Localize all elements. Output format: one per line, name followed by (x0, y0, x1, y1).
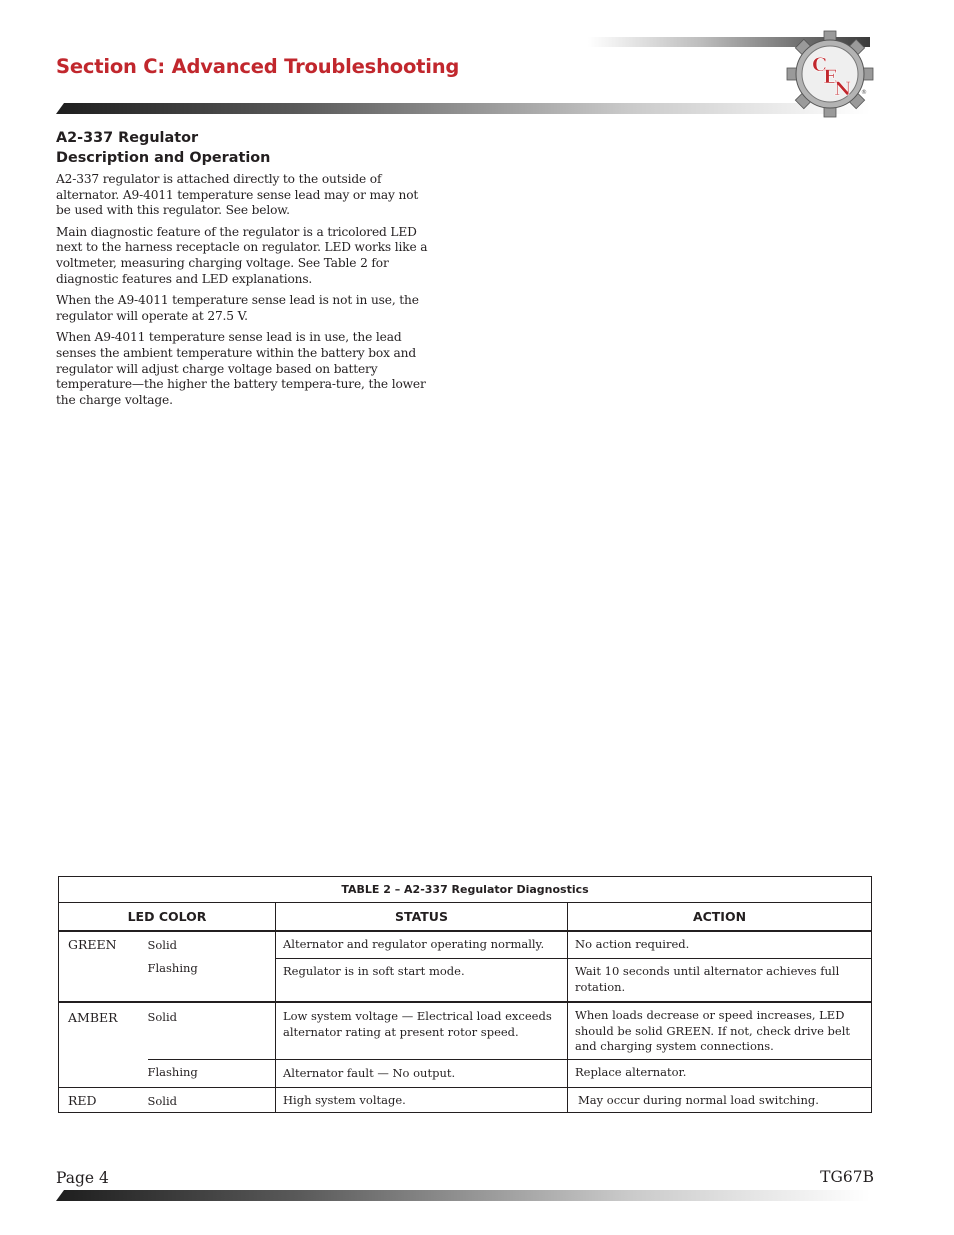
logo-letter-e: E (823, 66, 838, 88)
led-mode: Solid (148, 1002, 276, 1059)
paragraph-4: When A9-4011 temperature sense lead is in use, the lead senses the ambient temperature within the battery box and regulator will adjust charge voltage based on battery temperature—the higher the battery tempera-ture, the lower the charge voltage. (56, 330, 426, 407)
table-row (59, 1087, 872, 1113)
paragraph-1: A2-337 regulator is attached directly to the outside of alternator. A9-4011 temperature sense lead may or may not be used with this regulator. See below. (56, 172, 419, 218)
action-cell: May occur during normal load switching. (568, 1087, 872, 1113)
action-cell: Wait 10 seconds until alternator achieves full rotation. (568, 959, 872, 1003)
led-mode: Solid (148, 1087, 276, 1113)
page-number: Page 4 (56, 1169, 109, 1187)
action-cell: When loads decrease or speed increases, LED should be solid GREEN. If not, check drive belt and charging system connections. (568, 1002, 872, 1059)
table-row (59, 1002, 872, 1059)
footer-rule (56, 1190, 870, 1201)
article (56, 128, 432, 408)
header-rule (56, 103, 870, 114)
status-cell: Low system voltage — Electrical load exceeds alternator rating at present rotor speed. (276, 1002, 568, 1059)
article-heading-line1: A2-337 Regulator (56, 130, 199, 146)
led-mode: Flashing (148, 1059, 276, 1087)
action-cell: Replace alternator. (568, 1059, 872, 1087)
article-heading-line2: Description and Operation (56, 150, 271, 166)
logo-letter-c: C (812, 54, 828, 76)
led-color-red: RED (59, 1087, 148, 1113)
status-cell: High system voltage. (276, 1087, 568, 1113)
led-color-amber: AMBER (59, 1002, 148, 1087)
table-caption: TABLE 2 – A2-337 Regulator Diagnostics (59, 877, 872, 903)
status-cell: Alternator and regulator operating normally. (276, 931, 568, 959)
led-mode: Flashing (147, 960, 198, 975)
cen-logo (786, 30, 874, 118)
led-mode: Solid (147, 938, 178, 952)
logo-letter-n: N (834, 78, 852, 100)
table-row (59, 931, 872, 959)
paragraph-3: When the A9-4011 temperature sense lead is not in use, the regulator will operate at 27.5 V. (56, 293, 419, 323)
registered-mark: ® (861, 89, 867, 96)
table-row (59, 959, 872, 1003)
status-cell: Regulator is in soft start mode. (276, 959, 568, 1003)
led-color-green: GREEN (68, 937, 117, 952)
document-code: TG67B (820, 1168, 874, 1186)
table-row (59, 1059, 872, 1087)
header-led-color: LED COLOR (59, 903, 276, 932)
diagnostics-table (58, 876, 872, 1113)
header-status: STATUS (276, 903, 568, 932)
header-action: ACTION (568, 903, 872, 932)
action-cell: No action required. (568, 931, 872, 959)
status-cell: Alternator fault — No output. (276, 1059, 568, 1087)
section-title: Section C: Advanced Troubleshooting (56, 55, 460, 78)
paragraph-2: Main diagnostic feature of the regulator is a tricolored LED next to the harness receptacle on regulator. LED works like a voltmeter, measuring charging voltage. See Table 2 for diagnostic features and LED explanations. (56, 224, 428, 286)
